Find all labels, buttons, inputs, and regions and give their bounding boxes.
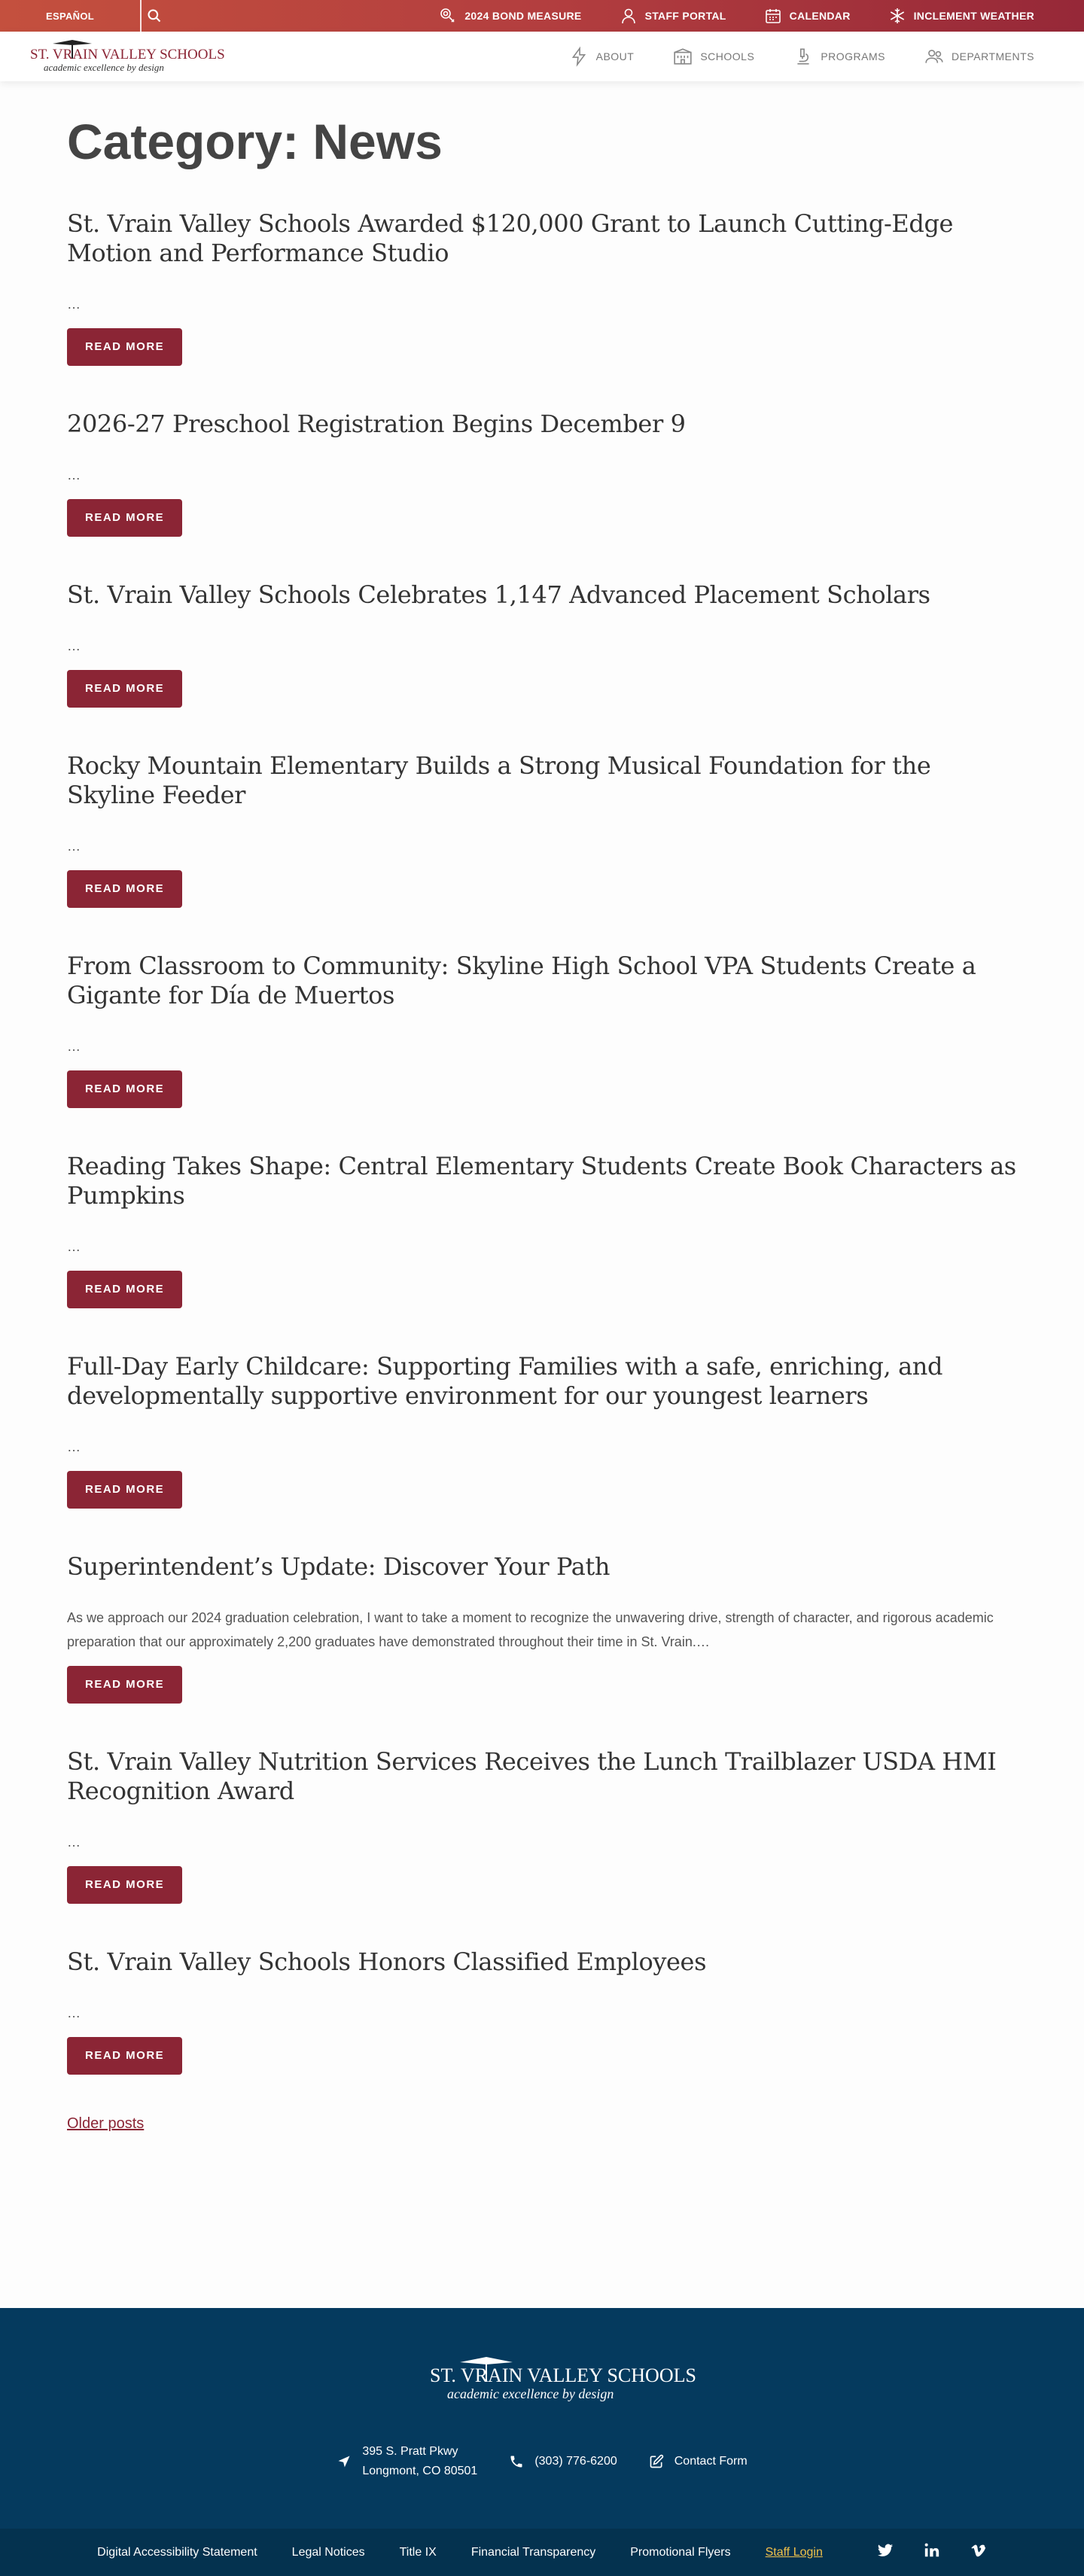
read-more-button[interactable]: READ MORE xyxy=(67,1666,182,1704)
nav-schools[interactable] xyxy=(673,47,754,66)
address-line-2: Longmont, CO 80501 xyxy=(362,2465,478,2477)
post-excerpt: … xyxy=(67,1835,81,1850)
post-title[interactable]: From Classroom to Community: Skyline High School VPA Students Create a Gigante for Día de Muertos xyxy=(67,952,976,1009)
post-item xyxy=(67,1552,1017,1704)
post-item xyxy=(67,1947,1017,2075)
search-icon xyxy=(147,8,162,23)
footer xyxy=(0,2308,1084,2529)
people-icon xyxy=(924,47,944,66)
read-more-button[interactable]: READ MORE xyxy=(67,1070,182,1108)
lightning-icon xyxy=(569,47,589,66)
location-arrow-icon xyxy=(336,2454,352,2469)
footer-link-legal-notices[interactable]: Legal Notices xyxy=(291,2545,365,2559)
address-line-1: 395 S. Pratt Pkwy xyxy=(362,2445,458,2458)
phone-icon xyxy=(509,2454,524,2469)
nav-schools-label: SCHOOLS xyxy=(700,50,755,62)
post-excerpt: … xyxy=(67,297,81,312)
linkedin-link[interactable] xyxy=(924,2542,940,2562)
post-excerpt: As we approach our 2024 graduation celebration, I want to take a moment to recognize the unwavering drive, strength of character, and rigorous academic preparation that our approximately 2,200 graduates have demonstrated throughout their time in St. Vrain.… xyxy=(67,1610,994,1649)
main-navigation xyxy=(0,32,1084,81)
footer-bottom-bar xyxy=(0,2529,1084,2576)
older-posts-link[interactable]: Older posts xyxy=(67,2115,145,2132)
twitter-link[interactable] xyxy=(877,2542,894,2562)
user-icon xyxy=(620,7,638,25)
footer-link-title-ix[interactable]: Title IX xyxy=(399,2545,437,2559)
post-title[interactable]: Rocky Mountain Elementary Builds a Strong Musical Foundation for the Skyline Feeder xyxy=(67,751,931,809)
post-excerpt: … xyxy=(67,2005,81,2020)
footer-logo-graphic xyxy=(426,2353,696,2406)
footer-link-promotional-flyers[interactable]: Promotional Flyers xyxy=(630,2545,731,2559)
footer-contact-form[interactable] xyxy=(649,2452,748,2471)
post-title[interactable]: St. Vrain Valley Schools Celebrates 1,147 Advanced Placement Scholars xyxy=(67,580,930,609)
bond-measure-link[interactable] xyxy=(439,7,581,25)
post-title[interactable]: Reading Takes Shape: Central Elementary Students Create Book Characters as Pumpkins xyxy=(67,1152,1016,1210)
page-title: Category: News xyxy=(67,114,443,169)
calendar-link[interactable] xyxy=(764,7,851,25)
phone-number: (303) 776-6200 xyxy=(534,2455,617,2468)
calendar-label: CALENDAR xyxy=(789,10,851,22)
post-excerpt: … xyxy=(67,638,81,653)
linkedin-icon xyxy=(924,2542,940,2559)
post-list xyxy=(67,209,1017,2075)
nav-programs[interactable] xyxy=(793,47,885,66)
post-item xyxy=(67,209,1017,366)
bond-measure-icon xyxy=(439,7,457,25)
building-icon xyxy=(673,47,693,66)
microscope-icon xyxy=(793,47,813,66)
footer-logo[interactable] xyxy=(426,2353,696,2406)
logo-tagline: academic excellence by design xyxy=(44,62,164,73)
nav-about-label: ABOUT xyxy=(595,50,635,62)
nav-about[interactable] xyxy=(569,47,635,66)
edit-icon xyxy=(649,2454,664,2469)
logo-graphic xyxy=(30,38,225,75)
post-title[interactable]: Superintendent’s Update: Discover Your Path xyxy=(67,1552,611,1581)
post-title[interactable]: St. Vrain Valley Schools Awarded $120,000 Grant to Launch Cutting-Edge Motion and Performance Studio xyxy=(67,209,954,267)
vimeo-icon xyxy=(970,2542,987,2559)
post-title[interactable]: 2026-27 Preschool Registration Begins December 9 xyxy=(67,410,686,438)
inclement-weather-label: INCLEMENT WEATHER xyxy=(913,10,1034,22)
vimeo-link[interactable] xyxy=(970,2542,987,2562)
footer-link-staff-login[interactable]: Staff Login xyxy=(765,2545,823,2559)
post-item xyxy=(67,410,1017,537)
bond-measure-label: 2024 BOND MEASURE xyxy=(464,10,582,22)
twitter-icon xyxy=(877,2542,894,2559)
primary-nav xyxy=(569,32,1034,81)
post-title[interactable]: Full-Day Early Childcare: Supporting Families with a safe, enriching, and developmentally supportive environment for our youngest learners xyxy=(67,1352,943,1410)
post-item xyxy=(67,1747,1017,1904)
post-title[interactable]: St. Vrain Valley Nutrition Services Receives the Lunch Trailblazer USDA HMI Recognition Award xyxy=(67,1747,997,1805)
post-item xyxy=(67,1152,1017,1308)
read-more-button[interactable]: READ MORE xyxy=(67,670,182,708)
read-more-button[interactable]: READ MORE xyxy=(67,1866,182,1904)
social-links xyxy=(877,2542,987,2562)
language-toggle[interactable]: ESPAÑOL xyxy=(46,10,94,22)
nav-programs-label: PROGRAMS xyxy=(821,50,885,62)
read-more-button[interactable]: READ MORE xyxy=(67,328,182,366)
read-more-button[interactable]: READ MORE xyxy=(67,2037,182,2075)
contact-form-label: Contact Form xyxy=(674,2455,748,2468)
read-more-button[interactable]: READ MORE xyxy=(67,1471,182,1509)
staff-portal-label: STAFF PORTAL xyxy=(644,10,726,22)
footer-address[interactable] xyxy=(336,2442,477,2481)
calendar-icon xyxy=(764,7,782,25)
nav-departments-label: DEPARTMENTS xyxy=(952,50,1034,62)
footer-phone[interactable] xyxy=(509,2452,617,2471)
post-item xyxy=(67,580,1017,708)
post-item xyxy=(67,1352,1017,1509)
footer-link-financial-transparency[interactable]: Financial Transparency xyxy=(470,2545,596,2559)
search-button[interactable] xyxy=(140,0,167,32)
post-title[interactable]: St. Vrain Valley Schools Honors Classified Employees xyxy=(67,1947,707,1976)
footer-logo-tagline: academic excellence by design xyxy=(447,2386,614,2401)
nav-departments[interactable] xyxy=(924,47,1034,66)
read-more-button[interactable]: READ MORE xyxy=(67,870,182,908)
read-more-button[interactable]: READ MORE xyxy=(67,1271,182,1308)
main-content xyxy=(0,111,1084,2133)
post-excerpt: … xyxy=(67,1439,81,1454)
post-excerpt: … xyxy=(67,467,81,483)
post-item xyxy=(67,751,1017,908)
district-logo[interactable] xyxy=(30,38,225,75)
staff-portal-link[interactable] xyxy=(620,7,726,25)
footer-logo-name: ST. VRAIN VALLEY SCHOOLS xyxy=(430,2364,696,2386)
footer-link-accessibility[interactable]: Digital Accessibility Statement xyxy=(97,2545,257,2559)
read-more-button[interactable]: READ MORE xyxy=(67,499,182,537)
snowflake-icon xyxy=(888,7,906,25)
inclement-weather-link[interactable] xyxy=(888,7,1034,25)
footer-contact xyxy=(0,2442,1084,2481)
post-item xyxy=(67,952,1017,1108)
post-excerpt: … xyxy=(67,1039,81,1054)
logo-name: ST. VRAIN VALLEY SCHOOLS xyxy=(30,47,225,62)
utility-bar xyxy=(0,0,1084,32)
post-excerpt: … xyxy=(67,839,81,854)
utility-links xyxy=(439,0,1034,32)
post-excerpt: … xyxy=(67,1239,81,1254)
